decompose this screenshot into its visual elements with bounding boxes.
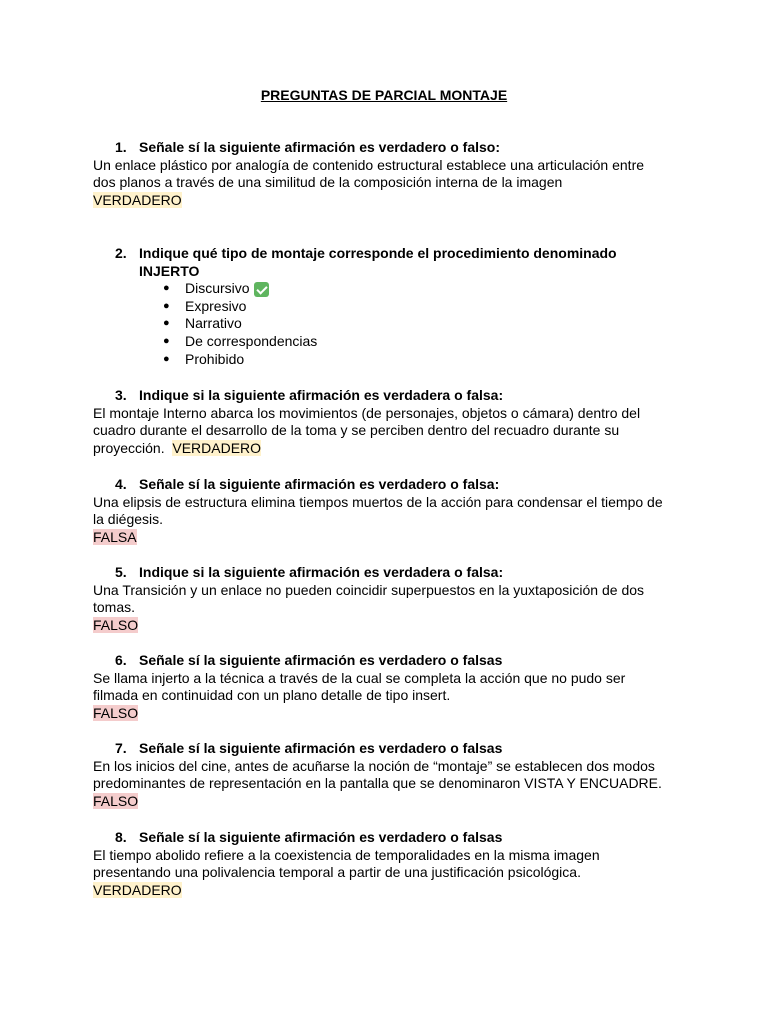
question-4: [93, 476, 683, 546]
question-heading: 5. Indique si la siguiente afirmación es verdadera o falsa:: [93, 564, 683, 582]
question-body: [93, 670, 683, 723]
question-number: 5.: [115, 564, 127, 580]
question-number: 6.: [115, 652, 127, 668]
question-number: 1.: [115, 139, 127, 155]
question-1: [93, 139, 683, 209]
body-line: Un enlace plástico por analogía de contenido estructural establece una articulación entre: [93, 156, 645, 173]
option-list: [93, 280, 683, 368]
question-2: [93, 245, 683, 368]
bullet-icon: ●: [163, 282, 170, 295]
body-line: la diégesis.: [93, 511, 164, 528]
question-number: 3.: [115, 387, 127, 403]
question-8: [93, 829, 683, 899]
question-body: [93, 494, 683, 547]
question-number: 4.: [115, 476, 127, 492]
bullet-icon: ●: [163, 352, 170, 365]
heading-line: INJERTO: [139, 262, 200, 279]
question-heading: [93, 245, 683, 280]
page-title: PREGUNTAS DE PARCIAL MONTAJE: [260, 87, 508, 103]
option-item: ● Prohibido: [163, 350, 245, 367]
heading-line: Indique qué tipo de montaje corresponde el procedimiento denominado: [139, 245, 617, 261]
question-heading: 3. Indique si la siguiente afirmación es verdadera o falsa:: [93, 387, 683, 405]
check-mark-icon: [254, 282, 269, 297]
body-line: El tiempo abolido refiere a la coexistencia de temporalidades en la misma imagen: [93, 846, 600, 863]
question-number: 2.: [115, 245, 127, 261]
body-line: Una elipsis de estructura elimina tiempos muertos de la acción para condensar el tiempo de: [93, 493, 663, 510]
body-line: El montaje Interno abarca los movimientos (de personajes, objetos o cámara) dentro del: [93, 404, 641, 421]
question-body: [93, 157, 683, 210]
body-line: filmada en continuidad con un plano detalle de tipo insert.: [93, 687, 451, 704]
question-7: [93, 740, 683, 810]
option-item: ● Narrativo: [163, 315, 242, 332]
question-body: [93, 582, 683, 635]
body-line: tomas.: [93, 599, 136, 616]
question-number: 8.: [115, 829, 127, 845]
answer-label: FALSO: [93, 792, 139, 809]
option-item: ● Expresivo: [163, 297, 247, 314]
bullet-icon: ●: [163, 317, 170, 330]
body-line: predominantes de representación en la pantalla que se denominaron VISTA Y ENCUADRE.: [93, 775, 662, 792]
answer-label: VERDADERO: [93, 191, 182, 208]
body-line: En los inicios del cine, antes de acuñarse la noción de “montaje” se establecen dos modos: [93, 757, 655, 774]
body-line: Una Transición y un enlace no pueden coincidir superpuestos en la yuxtaposición de dos: [93, 581, 645, 598]
option-item: ● Discursivo: [163, 280, 683, 298]
question-heading: 4. Señale sí la siguiente afirmación es verdadero o falsa:: [93, 476, 683, 494]
answer-label: FALSO: [93, 616, 139, 633]
answer-label: VERDADERO: [93, 881, 182, 898]
question-number: 7.: [115, 740, 127, 756]
bullet-icon: ●: [163, 334, 170, 347]
body-line: proyección.: [93, 439, 165, 456]
answer-label: FALSA: [93, 528, 137, 545]
question-heading: 8. Señale sí la siguiente afirmación es verdadero o falsas: [93, 829, 683, 847]
question-body: [93, 758, 683, 811]
question-body: [93, 847, 683, 900]
bullet-icon: ●: [163, 299, 170, 312]
body-line: dos planos a través de una similitud de la composición interna de la imagen: [93, 174, 563, 191]
body-line: Se llama injerto a la técnica a través de la cual se completa la acción que no pudo ser: [93, 669, 626, 686]
answer-label: VERDADERO: [172, 439, 262, 456]
question-heading: 1. Señale sí la siguiente afirmación es verdadero o falso:: [93, 139, 683, 157]
answer-label: FALSO: [93, 704, 139, 721]
question-6: [93, 652, 683, 722]
question-body: [93, 405, 683, 458]
body-line: cuadro durante el desarrollo de la toma y se perciben dentro del recuadro durante su: [93, 422, 620, 439]
body-line: presentando una polivalencia temporal a partir de una justificación psicológica.: [93, 864, 581, 881]
question-3: [93, 387, 683, 457]
question-heading: 6. Señale sí la siguiente afirmación es verdadero o falsas: [93, 652, 683, 670]
question-5: [93, 564, 683, 634]
option-item: ● De correspondencias: [163, 332, 318, 349]
question-heading: 7. Señale sí la siguiente afirmación es verdadero o falsas: [93, 740, 683, 758]
